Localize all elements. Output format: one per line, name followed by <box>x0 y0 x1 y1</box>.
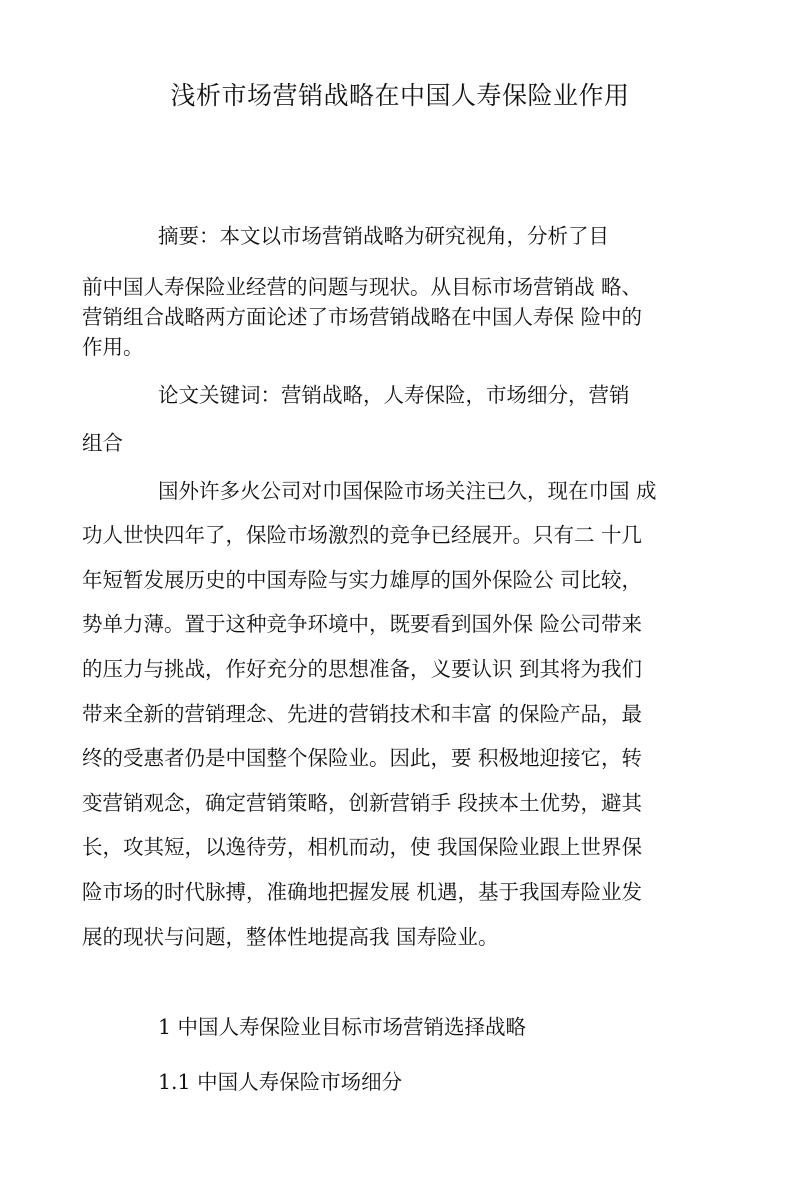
keywords-line-2: 组合 <box>82 431 123 455</box>
subsection-heading: 1.1 中国人寿保险市场细分 <box>158 1070 403 1094</box>
body-line-10: 险市场的时代脉搏，准确地把握发展 机遇，基于我国寿险业发 <box>82 880 643 904</box>
body-line-2: 功人世快四年了，保险市场激烈的竞争已经展开。只有二 十几 <box>82 523 643 547</box>
abstract-line-3: 营销组合战略两方面论述了市场营销战略在中国人寿保 险中的 <box>82 305 643 329</box>
body-line-5: 的压力与挑战，作好充分的思想准备，义要认识 到其将为我们 <box>82 657 643 681</box>
body-line-8: 变营销观念，确定营销策略，创新营销手 段挟本土优势，避其 <box>82 791 643 815</box>
body-line-4: 势单力薄。置于这种竞争环境中，既要看到国外保 险公司带来 <box>82 612 643 636</box>
abstract-line-4: 作用。 <box>82 335 144 359</box>
abstract-line-1: 摘要：本文以市场营销战略为研究视角，分析了目 <box>158 224 609 248</box>
body-line-3: 年短暂发展历史的中国寿险与实力雄厚的国外保险公 司比较， <box>82 568 643 592</box>
body-line-1: 国外许多火公司对巾国保险市场关注已久，现在巾国 成 <box>158 479 657 503</box>
body-line-6: 带来全新的营销理念、先进的营销技术和丰富 的保险产品，最 <box>82 702 643 726</box>
abstract-line-2: 前中国人寿保险业经营的问题与现状。从目标市场营销战 略、 <box>82 275 643 299</box>
body-line-11: 展的现状与问题，整体性地提高我 国寿险业。 <box>82 925 499 949</box>
document-title: 浅析市场营销战略在中国人寿保险业作用 <box>170 81 630 110</box>
section-heading: 1 中国人寿保险业目标市场营销选择战略 <box>158 1015 527 1039</box>
body-line-7: 终的受惠者仍是中国整个保险业。因此，要 积极地迎接它，转 <box>82 746 643 770</box>
keywords-line-1: 论文关键词：营销战略，人寿保险，市场细分，营销 <box>158 383 630 407</box>
body-line-9: 长，攻其短，以逸待劳，相机而动，使 我国保险业跟上世界保 <box>82 835 643 859</box>
